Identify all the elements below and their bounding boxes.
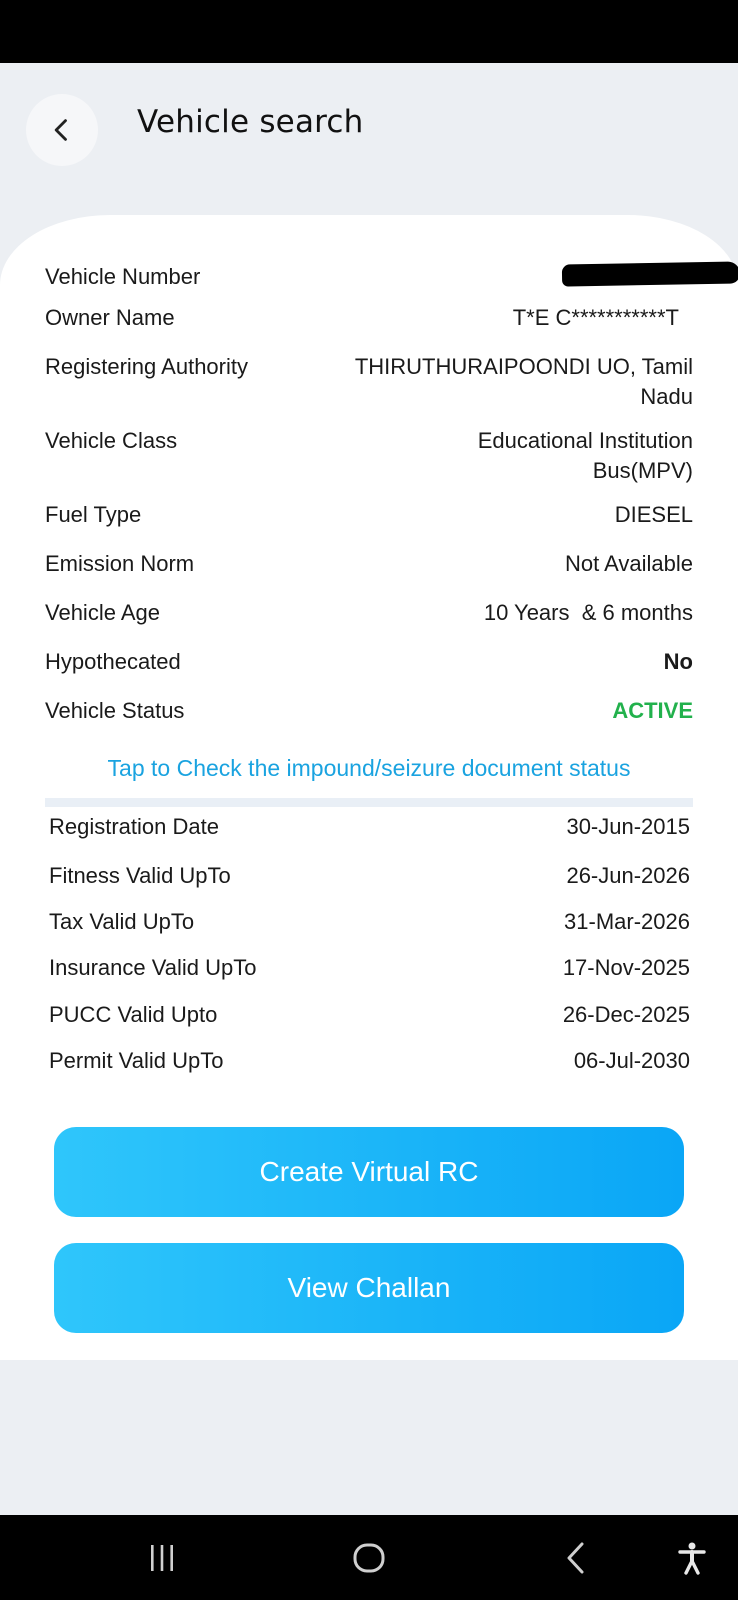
redaction-mark [562,261,738,286]
home-icon [352,1542,386,1574]
hypothecated-label: Hypothecated [45,649,181,674]
pucc-valid-label: PUCC Valid Upto [49,1002,218,1027]
vehicle-status-label: Vehicle Status [45,698,185,723]
emission-norm-label: Emission Norm [45,551,195,576]
status-bar [0,0,738,63]
owner-name-value: T*E C***********T [512,305,679,330]
accessibility-icon [677,1541,707,1575]
chevron-left-icon [48,116,76,144]
recent-apps-button[interactable] [140,1515,184,1600]
create-virtual-rc-button[interactable]: Create Virtual RC [54,1127,684,1217]
permit-valid-label: Permit Valid UpTo [49,1048,224,1073]
vehicle-number-label: Vehicle Number [45,264,201,289]
divider [45,798,693,807]
impound-status-link[interactable]: Tap to Check the impound/seizure document status [107,755,631,781]
registration-date-label: Registration Date [49,814,219,839]
fitness-valid-value: 26-Jun-2026 [566,863,690,888]
view-challan-button[interactable]: View Challan [54,1243,684,1333]
vehicle-age-value: 10 Years & 6 months [483,600,693,625]
owner-name-label: Owner Name [45,305,175,330]
back-button[interactable] [26,94,98,166]
pucc-valid-value: 26-Dec-2025 [562,1002,690,1027]
status-badge: ACTIVE [612,698,693,723]
tax-valid-value: 31-Mar-2026 [564,909,690,934]
accessibility-button[interactable] [672,1515,712,1600]
insurance-valid-value: 17-Nov-2025 [562,955,690,980]
registration-date-value: 30-Jun-2015 [566,814,690,839]
registering-authority-label: Registering Authority [45,354,248,379]
vehicle-age-label: Vehicle Age [45,600,160,625]
insurance-valid-label: Insurance Valid UpTo [49,955,257,980]
vehicle-class-label: Vehicle Class [45,428,178,453]
recent-apps-icon [148,1543,176,1573]
emission-norm-value: Not Available [564,551,693,576]
vehicle-class-line1: Educational Institution [477,428,693,453]
home-button[interactable] [347,1515,391,1600]
registering-authority-line1: THIRUTHURAIPOONDI UO, Tamil [354,354,693,379]
fitness-valid-label: Fitness Valid UpTo [49,863,231,888]
registering-authority-line2: Nadu [640,384,693,409]
hypothecated-value: No [663,649,693,674]
navigation-bar [0,1515,738,1600]
tax-valid-label: Tax Valid UpTo [49,909,195,934]
permit-valid-value: 06-Jul-2030 [573,1048,690,1073]
vehicle-class-value [478,426,693,486]
fuel-type-value: DIESEL [614,502,693,527]
system-back-button[interactable] [556,1515,596,1600]
vehicle-class-line2: Bus(MPV) [592,458,693,483]
registering-authority-value [355,352,693,412]
page-title: Vehicle search [137,104,364,140]
fuel-type-label: Fuel Type [45,502,142,527]
back-icon [564,1541,588,1575]
